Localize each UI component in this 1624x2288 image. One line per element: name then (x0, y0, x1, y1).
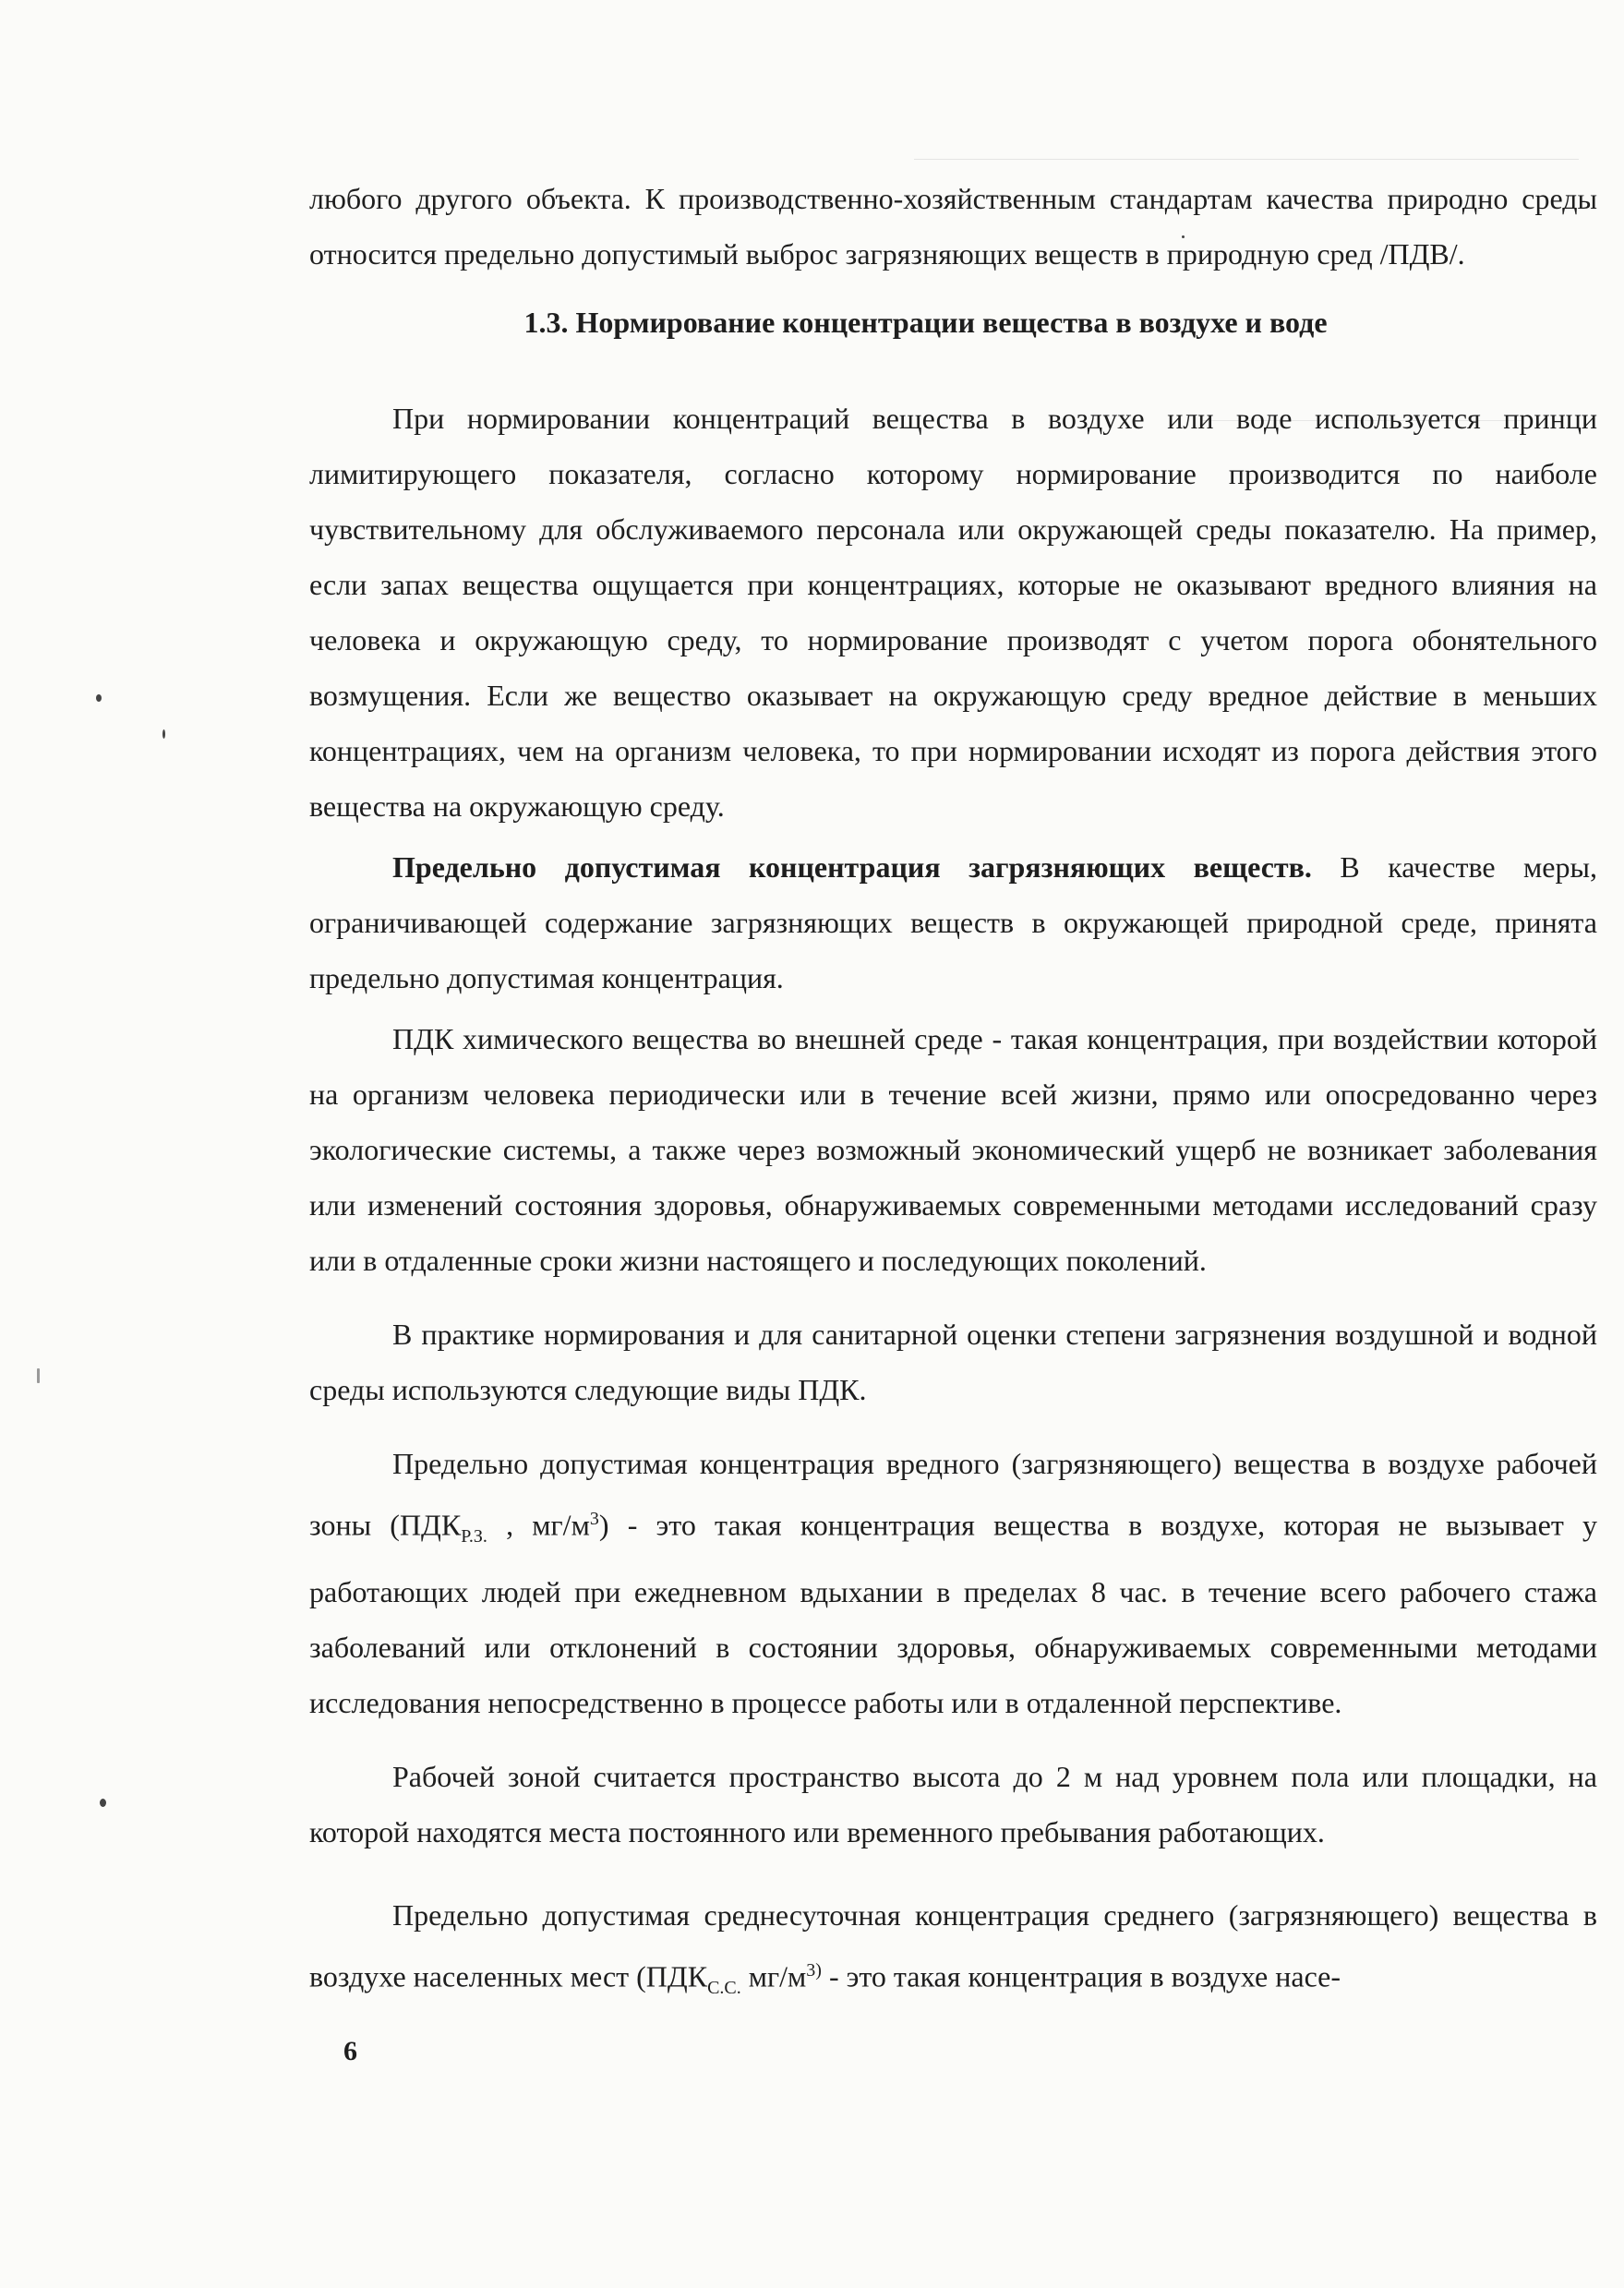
pdk-daily-superscript: 3) (806, 1960, 822, 1981)
paragraph-pdk-work-zone (309, 1436, 1597, 1730)
margin-speck (100, 1799, 106, 1807)
paragraph-pdk-chemical: ПДК химического вещества во внешней среде - такая концентрация, при воздействии которой на организм человека периодически или в течение всей жизни, прямо или опосредованно через экологические системы, а также через возможный экономический ущерб не возникает заболевания или изменений состояния здоровья, обнаруживаемых современными методами исследований сразу или в отдаленные сроки жизни настоящего и последующих поколений. (309, 1022, 1597, 1277)
intro-paragraph: любого другого объекта. К производственно-хозяйственным стандартам качества природно среды относится предельно допустимый выброс загрязняющих веществ в природную сред /ПДВ/. (309, 182, 1597, 271)
pdk-work-zone-unit: , мг/м (487, 1508, 590, 1542)
pdk-daily-text-a: Предельно допустимая среднесуточная концентрация среднего (загрязняющего) вещества в воздухе населенных мест (ПДК (309, 1898, 1597, 1993)
paragraph-pdk-definition-intro (309, 839, 1597, 1006)
paragraph-pdk-daily-average (309, 1887, 1597, 2016)
paragraph-limiting-indicator: При нормировании концентраций вещества в воздухе или воде используется принци лимитирующего показателя, согласно которому нормирование производится по наиболе чувствительному для обслуживаемого персонала или окружающей среды показателю. На пример, если запах вещества ощущается при концентрациях, которые не оказывают вредного влияния на человека и окружающую среду, то нормирование производят с учетом порога обонятельного возмущения. Если же вещество оказывает на окружающую среду вредное действие в меньших концентрациях, чем на организм человека, то при нормировании исходят из порога действия этого вещества на окружающую среду. (309, 402, 1597, 823)
paragraph-work-zone: Рабочей зоной считается пространство высота до 2 м над уровнем пола или площадки, на которой находятся места постоянного или временного пребывания работающих. (309, 1760, 1597, 1849)
paragraph-pdk-types: В практике нормирования и для санитарной оценки степени загрязнения воздушной и водной среды используются следующие виды ПДК. (309, 1318, 1597, 1406)
scan-noise (914, 159, 1579, 160)
page-number: 6 (343, 2036, 357, 2066)
pdk-daily-text-c: - это такая концентрация в воздухе насе- (821, 1959, 1341, 1993)
section-heading: 1.3. Нормирование концентрации вещества в воздухе и воде (523, 306, 1328, 339)
pdk-daily-unit: мг/м (740, 1959, 807, 1993)
pdk-work-zone-superscript: 3 (589, 1509, 599, 1529)
pdk-work-zone-subscript: Р.З. (461, 1526, 487, 1547)
pdk-work-zone-text-c: ) - это такая концентрация вещества в воздухе, которая не вызывает у работающих людей при ежедневном вдыхании в пределах 8 час. в течение всего рабочего стажа заболеваний или отклонений в состоянии здоровья, обнаруживаемых современными методами исследования непосредственно в процессе работы или в отдаленной перспективе. (309, 1508, 1598, 1720)
term-pdk: Предельно допустимая концентрация загрязняющих веществ. (392, 850, 1312, 884)
margin-speck (37, 1368, 40, 1383)
margin-speck (96, 694, 102, 702)
margin-speck (162, 729, 165, 739)
page-body (309, 171, 1597, 2016)
pdk-work-zone-text-a: Предельно допустимая концентрация вредного (загрязняющего) вещества в воздухе рабочей зоны (ПДК (309, 1447, 1597, 1542)
pdk-daily-subscript: С.С. (707, 1978, 741, 1999)
paragraph-pdk-definition-text: В качестве меры, ограничивающей содержание загрязняющих веществ в окружающей природной среде, принята предельно допустимая концентрация. (309, 850, 1598, 994)
